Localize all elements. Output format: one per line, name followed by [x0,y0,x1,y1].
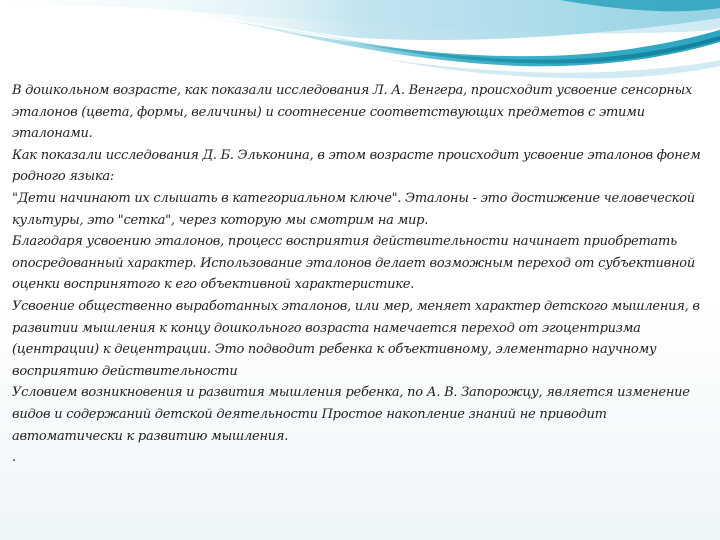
paragraph-phoneme-standards: Как показали исследования Д. Б. Эльконина, в этом возрасте происходит усвоение эталонов фонем родного языка: [12,147,701,185]
body-text [12,80,716,469]
paragraph-categorical-key: "Дети начинают их слышать в категориальном ключе". Эталоны - это достижение человеческой культуры, это "сетка", через которую мы смотрим на мир. [12,190,695,228]
paragraph-decentration: Усвоение общественно выработанных эталонов, или мер, меняет характер детского мышления, в развитии мышления к концу дошкольного возраста намечается переход от эгоцентризма (центрации) к децентрации. Это подводит ребенка к объективному, элементарно научному восприятию действительности [12,298,700,379]
paragraph-sensory-standards: В дошкольном возрасте, как показали исследования Л. А. Венгера, происходит усвоение сенсорных эталонов (цвета, формы, величины) и соотнесение соответствующих предметов с этими эталонами. [12,83,693,142]
paragraph-mediated-perception: Благодаря усвоению эталонов, процесс восприятия действительности начинает приобретать опосредованный характер. Использование эталонов делает возможным переход от субъективной оценки воспринятого к его объективной характеристике. [12,234,696,293]
paragraph-activity-change: Условием возникновения и развития мышления ребенка, по А. В. Запорожцу, является изменение видов и содержаний детской деятельности Простое накопление знаний не приводит автоматически к развитию мышления. [12,385,690,444]
decorative-wave-header [0,0,720,80]
paragraph-final-dot: . [12,450,16,466]
